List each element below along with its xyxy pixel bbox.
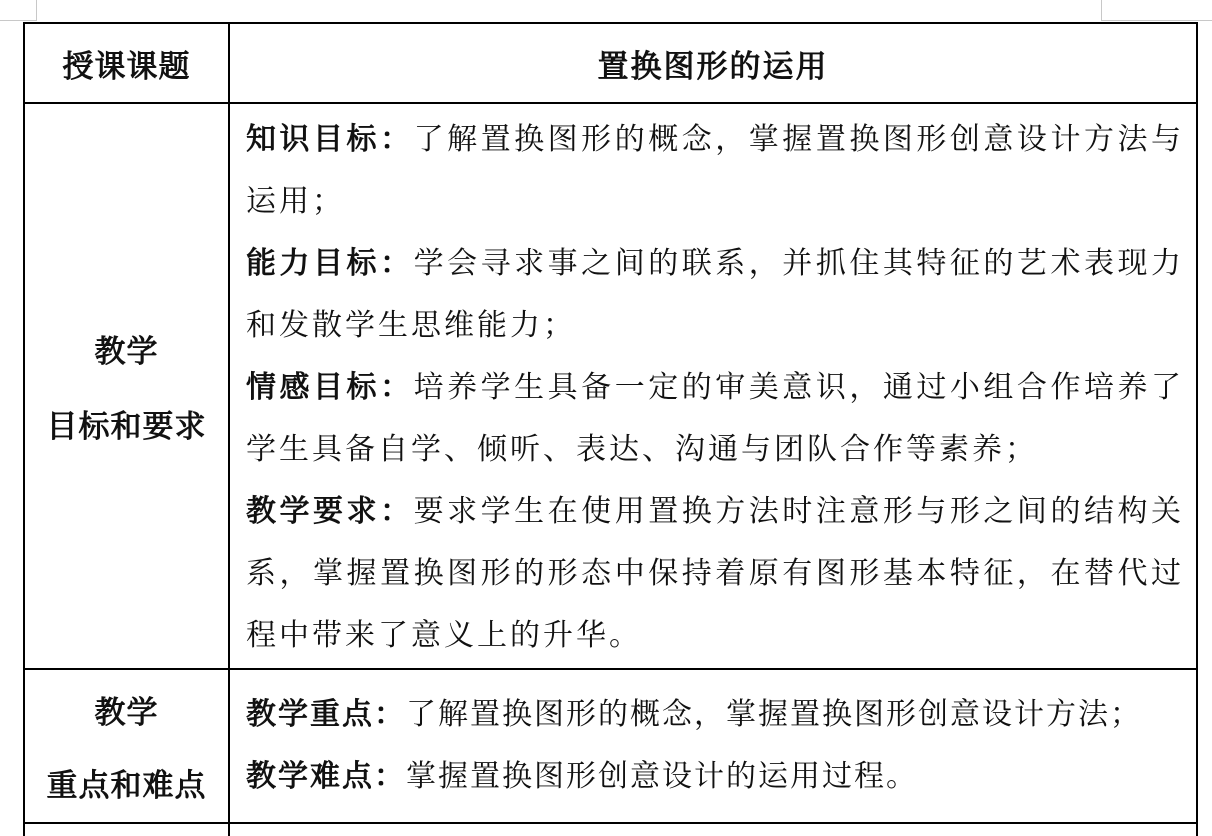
- goal-heading: 情感目标：: [246, 370, 414, 405]
- goal-emotion: [246, 357, 1184, 481]
- keys-row: [24, 669, 1197, 823]
- goal-heading: 教学要求：: [246, 494, 414, 529]
- key-heading: 教学难点：: [246, 759, 406, 794]
- topic-title: 置换图形的运用: [229, 23, 1197, 103]
- keys-content: [229, 669, 1197, 823]
- page-corner-mark-left: [0, 0, 37, 21]
- topic-row: [24, 23, 1197, 103]
- goals-content: [229, 103, 1197, 669]
- key-heading: 教学重点：: [246, 697, 406, 732]
- lesson-plan-table: [23, 22, 1198, 836]
- keys-label-line2: 重点和难点: [46, 768, 207, 804]
- next-row-content-cell: [229, 823, 1197, 836]
- page-corner-mark-right: [1101, 0, 1212, 21]
- key-text: 掌握置换图形创意设计的运用过程。: [406, 759, 918, 794]
- key-point: [246, 684, 1184, 746]
- goals-label-line1: 教学: [94, 334, 159, 370]
- goal-text: 了解置换图形的概念，掌握置换图形创意设计方法与运用；: [246, 122, 1185, 219]
- goal-knowledge: [246, 109, 1184, 233]
- next-row-label-cell: [24, 823, 229, 836]
- next-row-partial: [24, 823, 1197, 836]
- goal-text: 学会寻求事之间的联系，并抓住其特征的艺术表现力和发散学生思维能力；: [246, 246, 1185, 343]
- goals-row: [24, 103, 1197, 669]
- goal-requirement: [246, 481, 1184, 667]
- goal-text: 培养学生具备一定的审美意识，通过小组合作培养了学生具备自学、倾听、表达、沟通与团队合作等素养；: [246, 370, 1185, 467]
- keys-label: [24, 669, 229, 823]
- keys-label-line1: 教学: [94, 695, 159, 731]
- goal-ability: [246, 233, 1184, 357]
- key-text: 了解置换图形的概念，掌握置换图形创意设计方法；: [406, 697, 1142, 732]
- topic-label: 授课课题: [24, 23, 229, 103]
- goals-label-line2: 目标和要求: [46, 409, 207, 445]
- goal-text: 要求学生在使用置换方法时注意形与形之间的结构关系，掌握置换图形的形态中保持着原有图形基本特征，在替代过程中带来了意义上的升华。: [246, 494, 1185, 653]
- goals-label: [24, 103, 229, 669]
- goal-heading: 能力目标：: [246, 246, 414, 281]
- difficult-point: [246, 746, 1184, 808]
- goal-heading: 知识目标：: [246, 122, 414, 157]
